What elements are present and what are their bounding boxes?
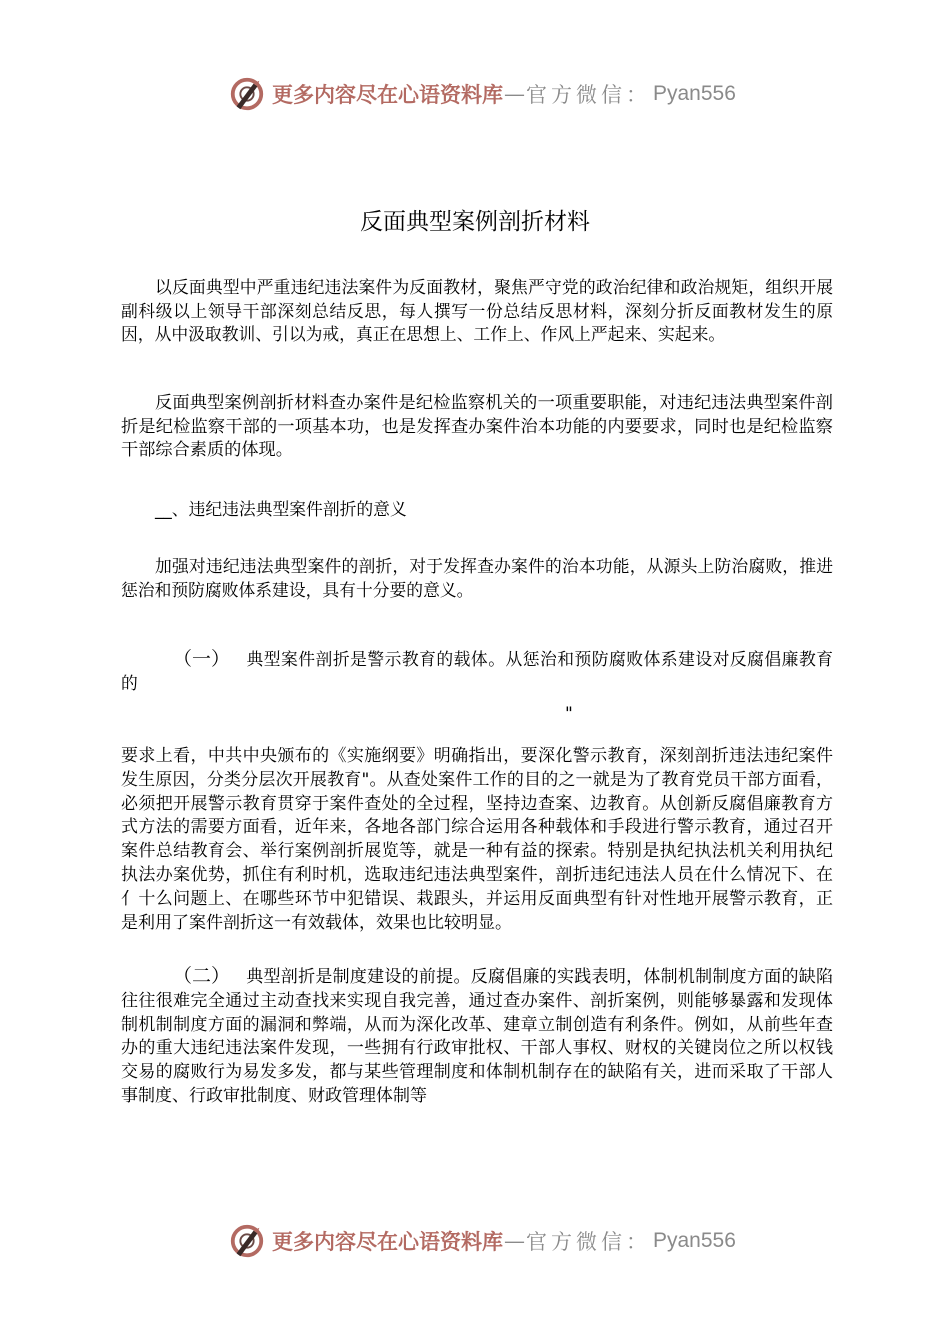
watermark-dash: — xyxy=(504,82,525,106)
subsection-two-text: 典型剖折是制度建设的前提。反腐倡廉的实践表明，体制机制制度方面的缺陷往往很难完全通过主动查找来实现自我完善，通过查办案件、剖折案例，则能够暴露和发现体制机制制度方面的漏洞和弊端，从而为深化改革、建章立制创造有利条件。例如，从前些年查办的重大违纪违法案件发现，一些拥有行政审批权、干部人事权、财权的关键岗位之所以权钱交易的腐败行为易发多发，都与某些管理制度和体制机制存在的缺陷有关，进而采取了干部人事制度、行政审批制度、财政管理体制等 xyxy=(121,967,833,1106)
watermark-library-text: 更多内容尽在心语资料库 xyxy=(272,1229,503,1254)
subsection-two xyxy=(121,965,833,1109)
stray-quote-mark: " xyxy=(565,704,573,724)
watermark-dash: — xyxy=(504,1229,525,1253)
subsection-two-marker: （二） xyxy=(173,965,231,987)
pen-circle-logo-icon xyxy=(228,75,266,113)
pen-circle-logo-icon xyxy=(228,1222,266,1260)
watermark-wechat-id: Pyan556 xyxy=(653,1229,736,1252)
subsection-one-body: 要求上看，中共中央颁布的《实施纲要》明确指出，要深化警示教育，深刻剖折违法违纪案件发生原因，分类分层次开展教育"。从查处案件工作的目的之一就是为了教育党员干部方面看，必须把开展警示教育贯穿于案件查处的全过程，坚持边查案、边教育。从创新反腐倡廉教育方式方法的需要方面看，近年来，各地各部门综合运用各种载体和手段进行警示教育，通过召开案件总结教育会、举行案例剖折展览等，就是一种有益的探索。特别是执纪执法机关利用执纪执法办案优势，抓住有利时机，选取违纪违法典型案件，剖折违纪违法人员在什么情况下、在亻十么问题上、在哪些环节中犯错误、栽跟头，并运用反面典型有针对性地开展警示教育，正是利用了案件剖折这一有效载体，效果也比较明显。 xyxy=(121,746,833,933)
significance-paragraph: 加强对违纪违法典型案件的剖折，对于发挥查办案件的治本功能，从源头上防治腐败，推进惩治和预防腐败体系建设，具有十分要的意义。 xyxy=(121,556,833,600)
section-heading: __、违纪违法典型案件剖折的意义 xyxy=(155,499,407,519)
subsection-one-lead-text: 典型案件剖折是警示教育的载体。从惩治和预防腐败体系建设对反腐倡廉教育的 xyxy=(121,649,833,693)
footer-watermark xyxy=(228,1221,736,1261)
header-watermark xyxy=(228,74,736,114)
watermark-official-label: 官方微信： xyxy=(526,83,651,107)
watermark-library-text: 更多内容尽在心语资料库 xyxy=(272,82,503,107)
document-title: 反面典型案例剖折材料 xyxy=(360,209,590,235)
watermark-wechat-id: Pyan556 xyxy=(653,82,736,105)
intro-paragraph: 以反面典型中严重违纪违法案件为反面教材，聚焦严守党的政治纪律和政治规矩，组织开展副科级以上领导干部深刻总结反思，每人撰写一份总结反思材料，深刻分折反面教材发生的原因，从中汲取教训、引以为戒，真正在思想上、工作上、作风上严起来、实起来。 xyxy=(121,277,833,344)
subsection-one-lead xyxy=(121,648,833,695)
background-paragraph: 反面典型案例剖折材料查办案件是纪检监察机关的一项重要职能，对违纪违法典型案件剖折是纪检监察干部的一项基本功，也是发挥查办案件治本功能的内要要求，同时也是纪检监察干部综合素质的体现。 xyxy=(121,393,833,460)
subsection-one-marker: （一） xyxy=(173,648,231,670)
watermark-official-label: 官方微信： xyxy=(526,1230,651,1254)
